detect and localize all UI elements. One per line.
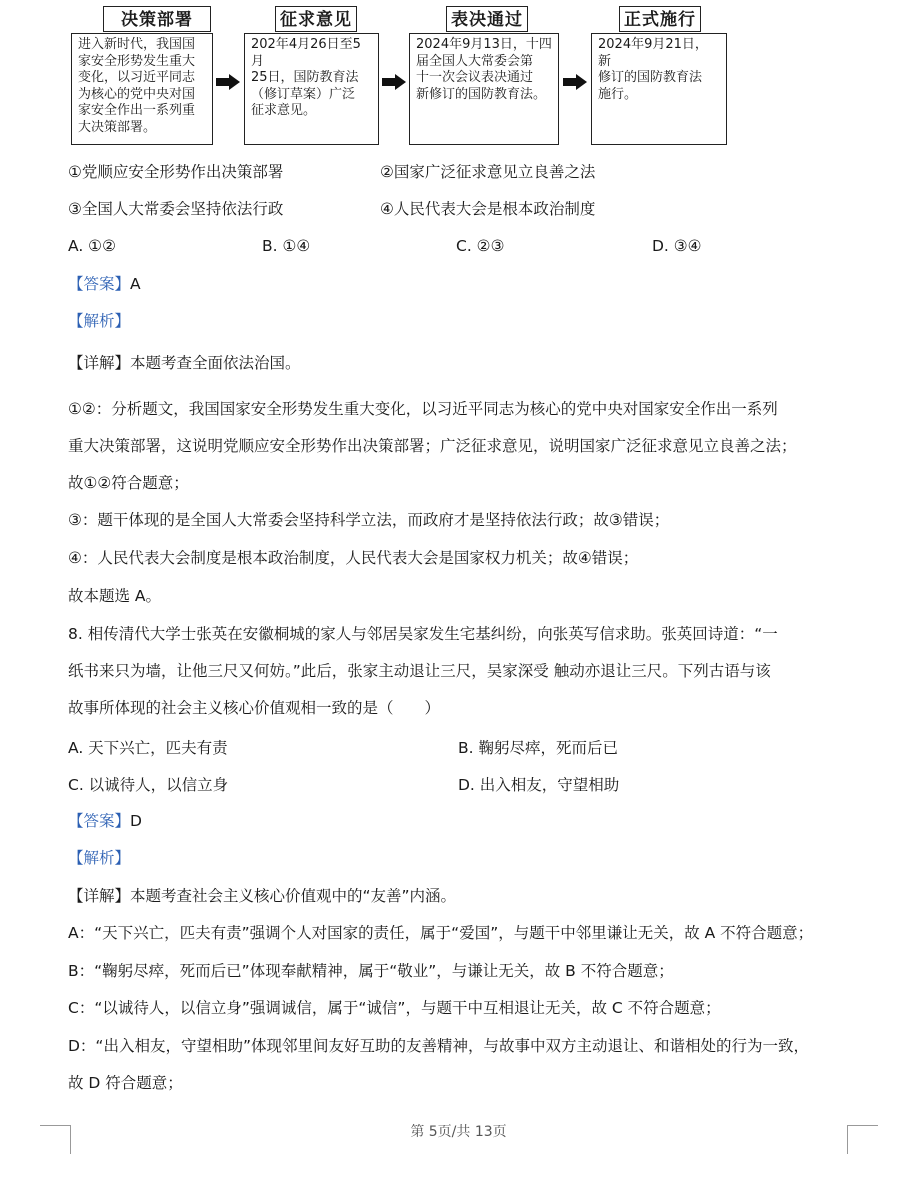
stage-line: 大决策部署。 [78, 119, 157, 135]
stage-line: 施行。 [598, 86, 638, 102]
stage-line: 为核心的党中央对国 [78, 86, 196, 102]
arrow-right-icon [563, 74, 587, 90]
stage-line: 征求意见。 [251, 103, 317, 118]
answer-line [68, 811, 142, 831]
option-b: B. 鞠躬尽瘁，死而后已 [458, 739, 618, 757]
statement-3: ③全国人大常委会坚持依法行政 [68, 200, 284, 218]
stage-title-consultation: 征求意见 [275, 6, 357, 32]
question-stem: 8. 相传清代大学士张英在安徽桐城的家人与邻居吴家发生宅基纠纷，向张英写信求助。张英回诗道：“一 [68, 625, 778, 643]
stage-box-vote [409, 33, 559, 145]
explain-line: ④：人民代表大会制度是根本政治制度，人民代表大会是国家权力机关；故④错误； [68, 549, 639, 567]
analysis-tag: 【解析】 [68, 312, 131, 330]
option-c: C. ②③ [456, 237, 505, 255]
explain-line: ①②：分析题文，我国国家安全形势发生重大变化，以习近平同志为核心的党中央对国家安全作出一系列 [68, 400, 778, 418]
stage-line: 25日，国防教育法 [251, 70, 359, 85]
stage-line: 202年4月26日至5月 [251, 37, 361, 69]
answer-value: D [130, 812, 142, 830]
stage-line: 十一次会议表决通过 [416, 70, 534, 85]
option-a: A. ①② [68, 237, 116, 255]
explain-line: 重大决策部署，这说明党顺应安全形势作出决策部署；广泛征求意见，说明国家广泛征求意见立良善之法； [68, 437, 797, 455]
statement-1: ①党顺应安全形势作出决策部署 [68, 163, 284, 181]
stage-title-enforcement: 正式施行 [619, 6, 701, 32]
flowchart [0, 0, 917, 150]
answer-line [68, 274, 141, 294]
stage-title-decision: 决策部署 [103, 6, 211, 32]
detail-line: 【详解】本题考查社会主义核心价值观中的“友善”内涵。 [68, 887, 457, 905]
explain-line: 故 D 符合题意； [68, 1074, 183, 1092]
explain-line: 故①②符合题意； [68, 474, 189, 492]
stage-line: 变化，以习近平同志 [78, 70, 196, 85]
answer-tag: 【答案】 [68, 275, 131, 293]
explain-line: 故本题选 A。 [68, 587, 162, 605]
answer-value: A [130, 275, 141, 293]
explain-line: ③：题干体现的是全国人大常委会坚持科学立法，而政府才是坚持依法行政；故③错误； [68, 511, 670, 529]
arrow-right-icon [216, 74, 240, 90]
statement-4: ④人民代表大会是根本政治制度 [380, 200, 596, 218]
option-c: C. 以诚待人，以信立身 [68, 776, 229, 794]
statement-2: ②国家广泛征求意见立良善之法 [380, 163, 596, 181]
stage-line: 2024年9月13日，十四 [416, 37, 552, 52]
analysis-tag: 【解析】 [68, 849, 131, 867]
explain-line: D：“出入相友，守望相助”体现邻里间友好互助的友善精神，与故事中双方主动退让、和谐相处的行为一致， [68, 1037, 809, 1055]
stage-line: 新修订的国防教育法。 [416, 86, 547, 102]
stage-title-vote: 表决通过 [446, 6, 528, 32]
answer-tag: 【答案】 [68, 812, 131, 830]
stage-box-consultation [244, 33, 379, 145]
stage-box-enforcement [591, 33, 727, 145]
stage-line: 家安全作出一系列重 [78, 103, 196, 118]
question-stem: 纸书来只为墙，让他三尺又何妨。”此后，张家主动退让三尺，吴家深受 触动亦退让三尺。下列古语与该 [68, 662, 771, 680]
explain-line: A：“天下兴亡，匹夫有责”强调个人对国家的责任，属于“爱国”，与题干中邻里谦让无关，故 A 不符合题意； [68, 924, 814, 942]
stage-box-decision [71, 33, 213, 145]
question-stem: 故事所体现的社会主义核心价值观相一致的是（ ） [68, 699, 441, 717]
explain-line: B：“鞠躬尽瘁，死而后已”体现奉献精神，属于“敬业”，与谦让无关，故 B 不符合题意； [68, 962, 674, 980]
arrow-right-icon [382, 74, 406, 90]
option-d: D. 出入相友，守望相助 [458, 776, 620, 794]
page-number: 第 5页/共 13页 [410, 1124, 507, 1140]
option-d: D. ③④ [652, 237, 702, 255]
stage-line: 修订的国防教育法 [598, 70, 703, 85]
stage-line: 届全国人大常委会第 [416, 53, 534, 69]
detail-line: 【详解】本题考查全面依法治国。 [68, 354, 301, 372]
stage-line: 家安全形势发生重大 [78, 53, 196, 69]
stage-line: （修订草案）广泛 [251, 86, 356, 102]
option-b: B. ①④ [262, 237, 311, 255]
stage-line: 进入新时代，我国国 [78, 37, 196, 52]
stage-line: 2024年9月21日，新 [598, 37, 708, 69]
explain-line: C：“以诚待人，以信立身”强调诚信，属于“诚信”，与题干中互相退让无关，故 C 不符合题意； [68, 999, 721, 1017]
option-a: A. 天下兴亡，匹夫有责 [68, 739, 228, 757]
